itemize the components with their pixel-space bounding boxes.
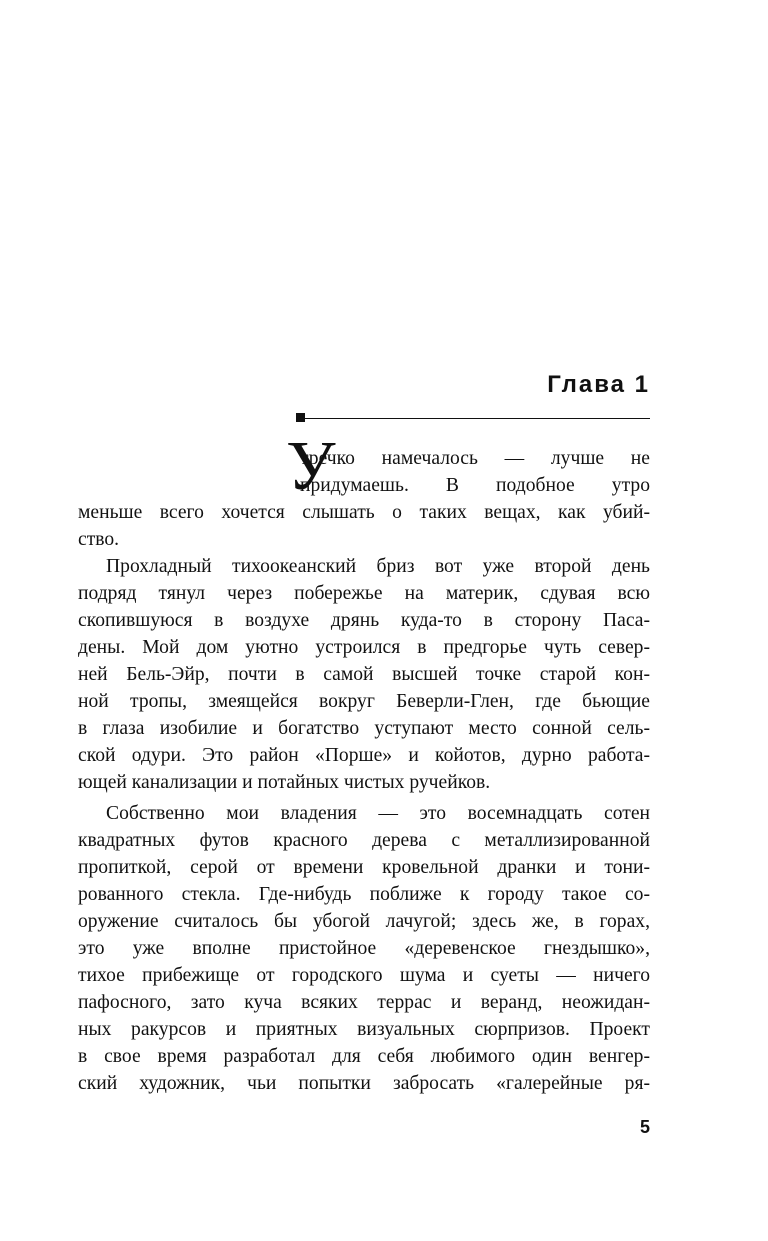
text-line: оружение считалось бы убогой лачугой; здесь же, в горах, <box>78 911 650 932</box>
text-line: скопившуюся в воздухе дрянь куда-то в сторону Паса- <box>78 610 650 631</box>
text-line: пропиткой, серой от времени кровельной дранки и тони- <box>78 857 650 878</box>
text-line: рованного стекла. Где-нибудь поближе к городу такое со- <box>78 884 650 905</box>
text-line: подряд тянул через побережье на материк, сдувая всю <box>78 583 650 604</box>
text-line: ский художник, чьи попытки забросать «галерейные ря- <box>78 1073 650 1094</box>
text-line: ней Бель-Эйр, почти в самой высшей точке старой кон- <box>78 664 650 685</box>
text-line: дены. Мой дом уютно устроился в предгорье чуть север- <box>78 637 650 658</box>
chapter-rule <box>296 418 650 419</box>
text-line: Собственно мои владения — это восемнадцать сотен <box>106 803 650 824</box>
text-line: ных ракурсов и приятных визуальных сюрпризов. Проект <box>78 1019 650 1040</box>
text-line: придумаешь. В подобное утро <box>300 475 650 496</box>
text-line: это уже вполне пристойное «деревенское гнездышко», <box>78 938 650 959</box>
text-line: тихое прибежище от городского шума и суеты — ничего <box>78 965 650 986</box>
text-line: в свое время разработал для себя любимого один венгер- <box>78 1046 650 1067</box>
text-line: пафосного, зато куча всяких террас и веранд, неожидан- <box>78 992 650 1013</box>
page-number: 5 <box>639 1117 650 1137</box>
text-line: ство. <box>78 529 120 550</box>
text-line: тречко намечалось — лучше не <box>300 448 650 469</box>
dropcap-letter: У <box>286 428 336 505</box>
chapter-heading: Глава 1 <box>547 371 650 398</box>
text-line: меньше всего хочется слышать о таких вещах, как убий- <box>78 502 650 523</box>
text-line: ной тропы, змеящейся вокруг Беверли-Глен, где бьющие <box>78 691 650 712</box>
text-line: ющей канализации и потайных чистых ручейков. <box>78 772 491 793</box>
text-line: квадратных футов красного дерева с металлизированной <box>78 830 650 851</box>
text-line: Прохладный тихоокеанский бриз вот уже второй день <box>106 556 650 577</box>
text-line: в глаза изобилие и богатство уступают место сонной сель- <box>78 718 650 739</box>
text-line: ской одури. Это район «Порше» и койотов, дурно работа- <box>78 745 650 766</box>
